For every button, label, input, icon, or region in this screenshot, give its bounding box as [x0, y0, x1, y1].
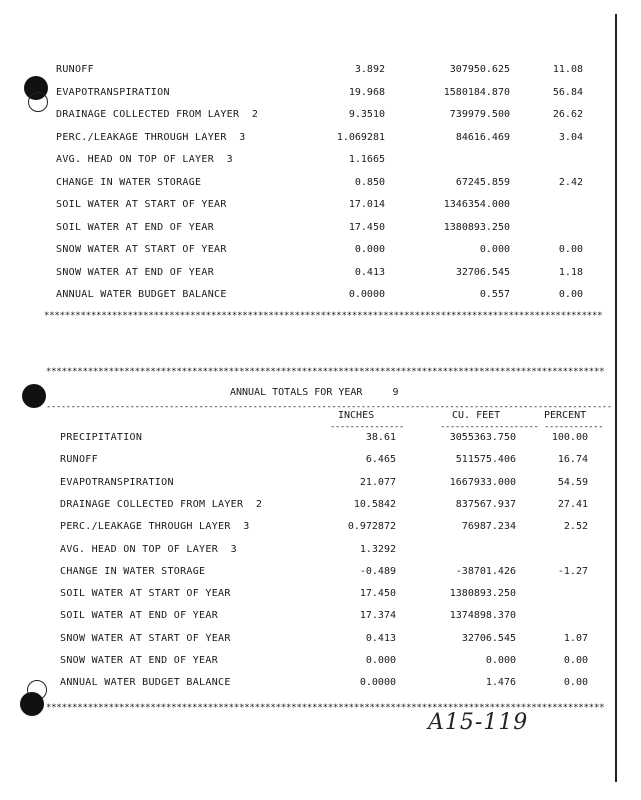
row-label: CHANGE IN WATER STORAGE — [56, 176, 202, 188]
table-row — [0, 198, 641, 212]
value-cu-feet: 0.000 — [485, 655, 516, 666]
row-label: SNOW WATER AT END OF YEAR — [56, 266, 215, 278]
row-label: SNOW WATER AT START OF YEAR — [56, 244, 227, 255]
value-cu-feet: 511575.406 — [455, 454, 516, 466]
table-row — [0, 476, 641, 490]
table-row — [0, 221, 641, 235]
table-row — [0, 543, 641, 557]
value-cu-feet: 0.000 — [479, 244, 510, 255]
value-cu-feet: 1374898.370 — [449, 610, 516, 622]
table-row — [0, 108, 641, 122]
value-inches: 17.014 — [348, 199, 385, 210]
punch-hole — [20, 692, 44, 716]
row-label: SOIL WATER AT START OF YEAR — [56, 199, 227, 210]
value-inches: 17.374 — [359, 610, 396, 622]
value-cu-feet: 1346354.000 — [443, 199, 510, 210]
value-inches: 3.892 — [354, 64, 385, 75]
value-cu-feet: 1380893.250 — [443, 221, 510, 233]
value-inches: 0.0000 — [348, 289, 385, 300]
table-row — [0, 153, 641, 167]
value-inches: 17.450 — [348, 221, 385, 233]
value-inches: 0.413 — [354, 266, 385, 278]
value-percent: 27.41 — [557, 498, 588, 510]
value-inches: 1.069281 — [336, 131, 385, 143]
row-label: SOIL WATER AT END OF YEAR — [60, 610, 219, 622]
table-row — [0, 86, 641, 100]
row-label: SOIL WATER AT END OF YEAR — [56, 221, 215, 233]
row-label: PRECIPITATION — [60, 432, 143, 443]
value-cu-feet: 1.476 — [485, 677, 516, 689]
row-label: RUNOFF — [60, 454, 98, 466]
value-inches: 9.3510 — [348, 109, 385, 120]
separator-line: ------------------------------------------------------------------------------------------------------------------- — [46, 402, 612, 412]
value-percent: 1.07 — [563, 632, 588, 644]
column-underline: ------------ — [544, 422, 604, 432]
value-inches: 0.000 — [354, 244, 385, 255]
table-row — [0, 565, 641, 579]
table-row — [0, 587, 641, 601]
value-inches: 0.413 — [365, 632, 396, 644]
value-percent: 2.52 — [563, 521, 588, 533]
section-title: ANNUAL TOTALS FOR YEAR 9 — [230, 387, 399, 398]
punch-hole — [22, 384, 46, 408]
value-cu-feet: 84616.469 — [455, 131, 510, 143]
separator-line: *********************************************************************************************************** — [44, 311, 603, 321]
column-header-cu-feet: CU. FEET — [452, 410, 501, 421]
value-cu-feet: 739979.500 — [449, 109, 510, 120]
row-label: AVG. HEAD ON TOP OF LAYER 3 — [60, 543, 237, 555]
column-header-inches: INCHES — [338, 410, 375, 421]
table-row — [0, 520, 641, 534]
table-row — [0, 632, 641, 646]
column-underline: --------------- — [330, 422, 404, 432]
value-cu-feet: 3055363.750 — [449, 432, 516, 443]
value-inches: -0.489 — [359, 565, 396, 577]
value-cu-feet: 837567.937 — [455, 498, 516, 510]
table-row — [0, 243, 641, 257]
value-cu-feet: 1580184.870 — [443, 86, 510, 98]
value-percent: 2.42 — [558, 176, 583, 188]
row-label: CHANGE IN WATER STORAGE — [60, 565, 206, 577]
row-label: ANNUAL WATER BUDGET BALANCE — [60, 677, 231, 689]
value-inches: 21.077 — [359, 476, 396, 488]
table-row — [0, 288, 641, 302]
row-label: SNOW WATER AT START OF YEAR — [60, 632, 231, 644]
value-cu-feet: 67245.859 — [455, 176, 510, 188]
value-percent: 100.00 — [551, 432, 588, 443]
value-cu-feet: 1380893.250 — [449, 588, 516, 600]
value-percent: 1.18 — [558, 266, 583, 278]
table-row — [0, 654, 641, 668]
row-label: RUNOFF — [56, 64, 94, 75]
value-percent: 16.74 — [557, 454, 588, 466]
value-inches: 17.450 — [359, 588, 396, 600]
row-label: PERC./LEAKAGE THROUGH LAYER 3 — [60, 521, 250, 533]
table-row — [0, 609, 641, 623]
row-label: DRAINAGE COLLECTED FROM LAYER 2 — [60, 498, 263, 510]
table-row — [0, 431, 641, 445]
value-cu-feet: 32706.545 — [461, 632, 516, 644]
table-row — [0, 63, 641, 77]
value-percent: 26.62 — [552, 109, 583, 120]
value-cu-feet: 307950.625 — [449, 64, 510, 75]
row-label: DRAINAGE COLLECTED FROM LAYER 2 — [56, 109, 259, 120]
value-inches: 0.972872 — [347, 521, 396, 533]
table-row — [0, 453, 641, 467]
value-inches: 1.3292 — [359, 543, 396, 555]
value-cu-feet: 0.557 — [479, 289, 510, 300]
row-label: ANNUAL WATER BUDGET BALANCE — [56, 289, 227, 300]
value-inches: 38.61 — [365, 432, 396, 443]
value-percent: 56.84 — [552, 86, 583, 98]
value-cu-feet: 32706.545 — [455, 266, 510, 278]
value-percent: 3.04 — [558, 131, 583, 143]
row-label: EVAPOTRANSPIRATION — [56, 86, 170, 98]
value-inches: 0.850 — [354, 176, 385, 188]
value-cu-feet: -38701.426 — [455, 565, 516, 577]
row-label: SOIL WATER AT START OF YEAR — [60, 588, 231, 600]
value-cu-feet: 1667933.000 — [449, 476, 516, 488]
row-label: EVAPOTRANSPIRATION — [60, 476, 174, 488]
table-row — [0, 498, 641, 512]
value-percent: 0.00 — [558, 244, 583, 255]
value-percent: 11.08 — [552, 64, 583, 75]
row-label: AVG. HEAD ON TOP OF LAYER 3 — [56, 154, 233, 165]
value-percent: 0.00 — [558, 289, 583, 300]
column-header-percent: PERCENT — [544, 410, 587, 421]
value-percent: 54.59 — [557, 476, 588, 488]
table-row — [0, 176, 641, 190]
table-row — [0, 131, 641, 145]
separator-line: *********************************************************************************************************** — [46, 703, 605, 713]
value-cu-feet: 76987.234 — [461, 521, 516, 533]
row-label: SNOW WATER AT END OF YEAR — [60, 655, 219, 666]
value-percent: 0.00 — [563, 655, 588, 666]
value-inches: 1.1665 — [348, 154, 385, 165]
value-percent: -1.27 — [557, 565, 588, 577]
row-label: PERC./LEAKAGE THROUGH LAYER 3 — [56, 131, 246, 143]
value-inches: 10.5842 — [353, 498, 396, 510]
value-inches: 19.968 — [348, 86, 385, 98]
table-row — [0, 676, 641, 690]
separator-line: *********************************************************************************************************** — [46, 367, 605, 377]
value-percent: 0.00 — [563, 677, 588, 689]
handwritten-page-note: A15-119 — [428, 710, 529, 735]
table-row — [0, 266, 641, 280]
value-inches: 0.000 — [365, 655, 396, 666]
value-inches: 0.0000 — [359, 677, 396, 689]
column-underline: -------------------- — [440, 422, 539, 432]
value-inches: 6.465 — [365, 454, 396, 466]
